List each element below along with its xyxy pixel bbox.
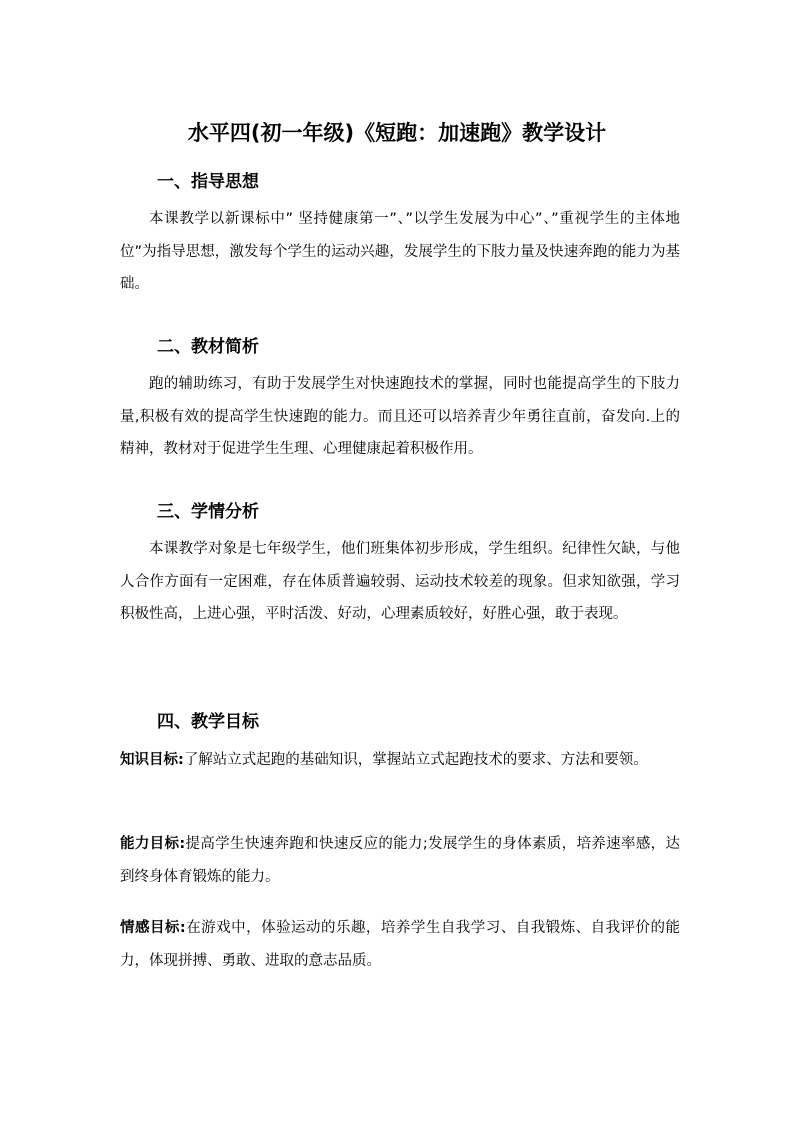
section-heading-teaching-goals: 四、教学目标 <box>157 712 259 732</box>
section-body-guiding-ideology: 本课教学以新课标中” 坚持健康第一”、”以学生发展为中心”、”重视学生的主体地位”为指导思想，激发每个学生的运动兴趣，发展学生的下肢力量及快速奔跑的能力为基础。 <box>120 211 680 292</box>
goal-knowledge <box>120 744 680 777</box>
goal-ability <box>120 828 680 893</box>
section-body-material-analysis: 跑的辅助练习，有助于发展学生对快速跑技术的掌握，同时也能提高学生的下肢力量,积极有效的提高学生快速跑的能力。而且还可以培养青少年勇往直前，奋发向.上的精神，教材对于促进学生生理、心理健康起着积极作用。 <box>120 376 680 457</box>
document-title: 水平四(初一年级)《短跑：加速跑》教学设计 <box>187 121 607 145</box>
goal-ability-text: 提高学生快速奔跑和快速反应的能力;发展学生的身体素质，培养速率感，达到终身体育锻炼的能力。 <box>120 836 680 885</box>
goal-emotion-label: 情感目标: <box>120 920 186 936</box>
goal-emotion-text: 在游戏中，体验运动的乐趣，培养学生自我学习、自我锻炼、自我评价的能力，体现拼搏、勇敢、进取的意志品质。 <box>120 920 680 969</box>
section-heading-guiding-ideology: 一、指导思想 <box>157 172 259 192</box>
section-heading-student-analysis: 三、学情分析 <box>157 502 259 522</box>
goal-knowledge-label: 知识目标: <box>120 752 184 768</box>
section-heading-material-analysis: 二、教材简析 <box>157 337 259 357</box>
section-body-student-analysis: 本课教学对象是七年级学生，他们班集体初步形成，学生组织。纪律性欠缺，与他人合作方面有一定困难，存在体质普遍较弱、运动技术较差的现象。但求知欲强，学习积极性高，上进心强，平时活泼、好动，心理素质较好，好胜心强，敢于表现。 <box>120 541 680 622</box>
goal-knowledge-text: 了解站立式起跑的基础知识，掌握站立式起跑技术的要求、方法和要领。 <box>183 752 648 768</box>
goal-ability-label: 能力目标: <box>120 836 186 852</box>
goal-emotion <box>120 912 680 977</box>
